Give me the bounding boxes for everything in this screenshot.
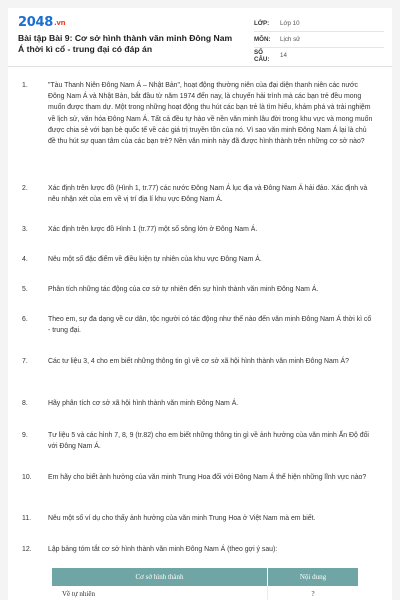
question-text: Hãy phân tích cơ sở xã hội hình thành văn minh Đông Nam Á.	[48, 400, 239, 407]
question-text: "Tàu Thanh Niên Đông Nam Á – Nhật Bản", hoạt động thường niên của đại diện thanh niên các nước Đông Nam Á và Nhật Bản, bắt đầu từ năm 1974 đến nay, là chuyến hải trình mà các bạn trẻ đều mong muốn được tham dự. Một trong những hoạt động thu hút các bạn trẻ là tìm hiểu, khám phá và trải nghiệm về lịch sử, văn hóa Đông Nam Á. Tất cả đều tự hào về nền văn minh lâu đời trong khu vực và mong muốn được chia sẻ với bạn bè quốc tế về các giá trị truyền tồn của nó. Vì sao văn minh Đông Nam Á lại là chủ đề thu hút sự quan tâm của các bạn trẻ? Nền văn minh này đã được hình thành trên những cơ sở nào?	[48, 82, 373, 146]
question-number: 9.	[22, 432, 28, 439]
question-number: 3.	[22, 226, 28, 233]
summary-table	[52, 568, 358, 600]
question-text: Nêu một số đặc điểm về điều kiện tự nhiên của khu vực Đông Nam Á.	[48, 256, 262, 263]
question-text: Các tư liệu 3, 4 cho em biết những thông tin gì về cơ sở xã hội hình thành văn minh Đông Nam Á?	[48, 358, 349, 365]
question-number: 10.	[22, 474, 32, 481]
page-header	[8, 8, 392, 67]
table-cell: ?	[268, 586, 359, 600]
table-row	[52, 586, 358, 600]
table-header: Cơ sở hình thành	[52, 568, 268, 586]
question-text: Tư liệu 5 và các hình 7, 8, 9 (tr.82) cho em biết những thông tin gì về ảnh hưởng của văn minh Ấn Độ đối với Đông Nam Á.	[48, 432, 369, 451]
question-text: Xác định trên lược đồ (Hình 1, tr.77) các nước Đông Nam Á lục địa và Đông Nam Á hải đảo. Xác định và nêu nhận xét của em về vị trí địa lí khu vực Đông Nam Á.	[48, 185, 368, 204]
question-number: 4.	[22, 256, 28, 263]
meta-value: 14	[280, 52, 287, 59]
question-number: 8.	[22, 400, 28, 407]
question-text: Lập bảng tóm tắt cơ sở hình thành văn minh Đông Nam Á (theo gợi ý sau):	[48, 546, 278, 553]
meta-value: Lớp 10	[280, 20, 300, 27]
logo-text: 2048	[18, 15, 53, 30]
question-text: Xác định trên lược đồ Hình 1 (tr.77) một số sông lớn ở Đông Nam Á.	[48, 226, 258, 233]
meta-row-question-count	[254, 48, 384, 63]
site-logo[interactable]	[18, 15, 65, 30]
question-number: 7.	[22, 358, 28, 365]
question-number: 11.	[22, 515, 32, 522]
question-number: 1.	[22, 82, 28, 89]
question-number: 12.	[22, 546, 32, 553]
page-title: Bài tập Bài 9: Cơ sở hình thành văn minh Đông Nam Á thời kì cổ - trung đại có đáp án	[18, 33, 233, 54]
table-header: Nội dung	[268, 568, 359, 586]
question-text: Em hãy cho biết ảnh hưởng của văn minh Trung Hoa đối với Đông Nam Á thể hiện những lĩnh vực nào?	[48, 474, 367, 481]
table-header-row	[52, 568, 358, 586]
question-text: Nêu một số ví dụ cho thấy ảnh hưởng của văn minh Trung Hoa ở Việt Nam mà em biết.	[48, 515, 316, 522]
meta-row-subject	[254, 32, 384, 48]
question-number: 2.	[22, 185, 28, 192]
question-text: Theo em, sự đa dạng về cư dân, tộc người có tác động như thế nào đến văn minh Đông Nam Á thời kì cổ - trung đại.	[48, 316, 372, 335]
question-number: 5.	[22, 286, 28, 293]
meta-label: LỚP:	[254, 20, 270, 27]
logo-suffix: .vn	[53, 19, 66, 27]
meta-label: MÔN:	[254, 36, 271, 43]
question-number: 6.	[22, 316, 28, 323]
meta-info	[254, 16, 384, 63]
meta-label: SỐ CÂU:	[254, 48, 270, 63]
question-text: Phân tích những tác động của cơ sở tự nhiên đến sự hình thành văn minh Đông Nam Á.	[48, 286, 319, 293]
worksheet-page	[8, 8, 392, 600]
meta-row-class	[254, 16, 384, 32]
table-cell: Về tự nhiên	[52, 586, 268, 600]
meta-value: Lịch sử	[280, 36, 301, 43]
